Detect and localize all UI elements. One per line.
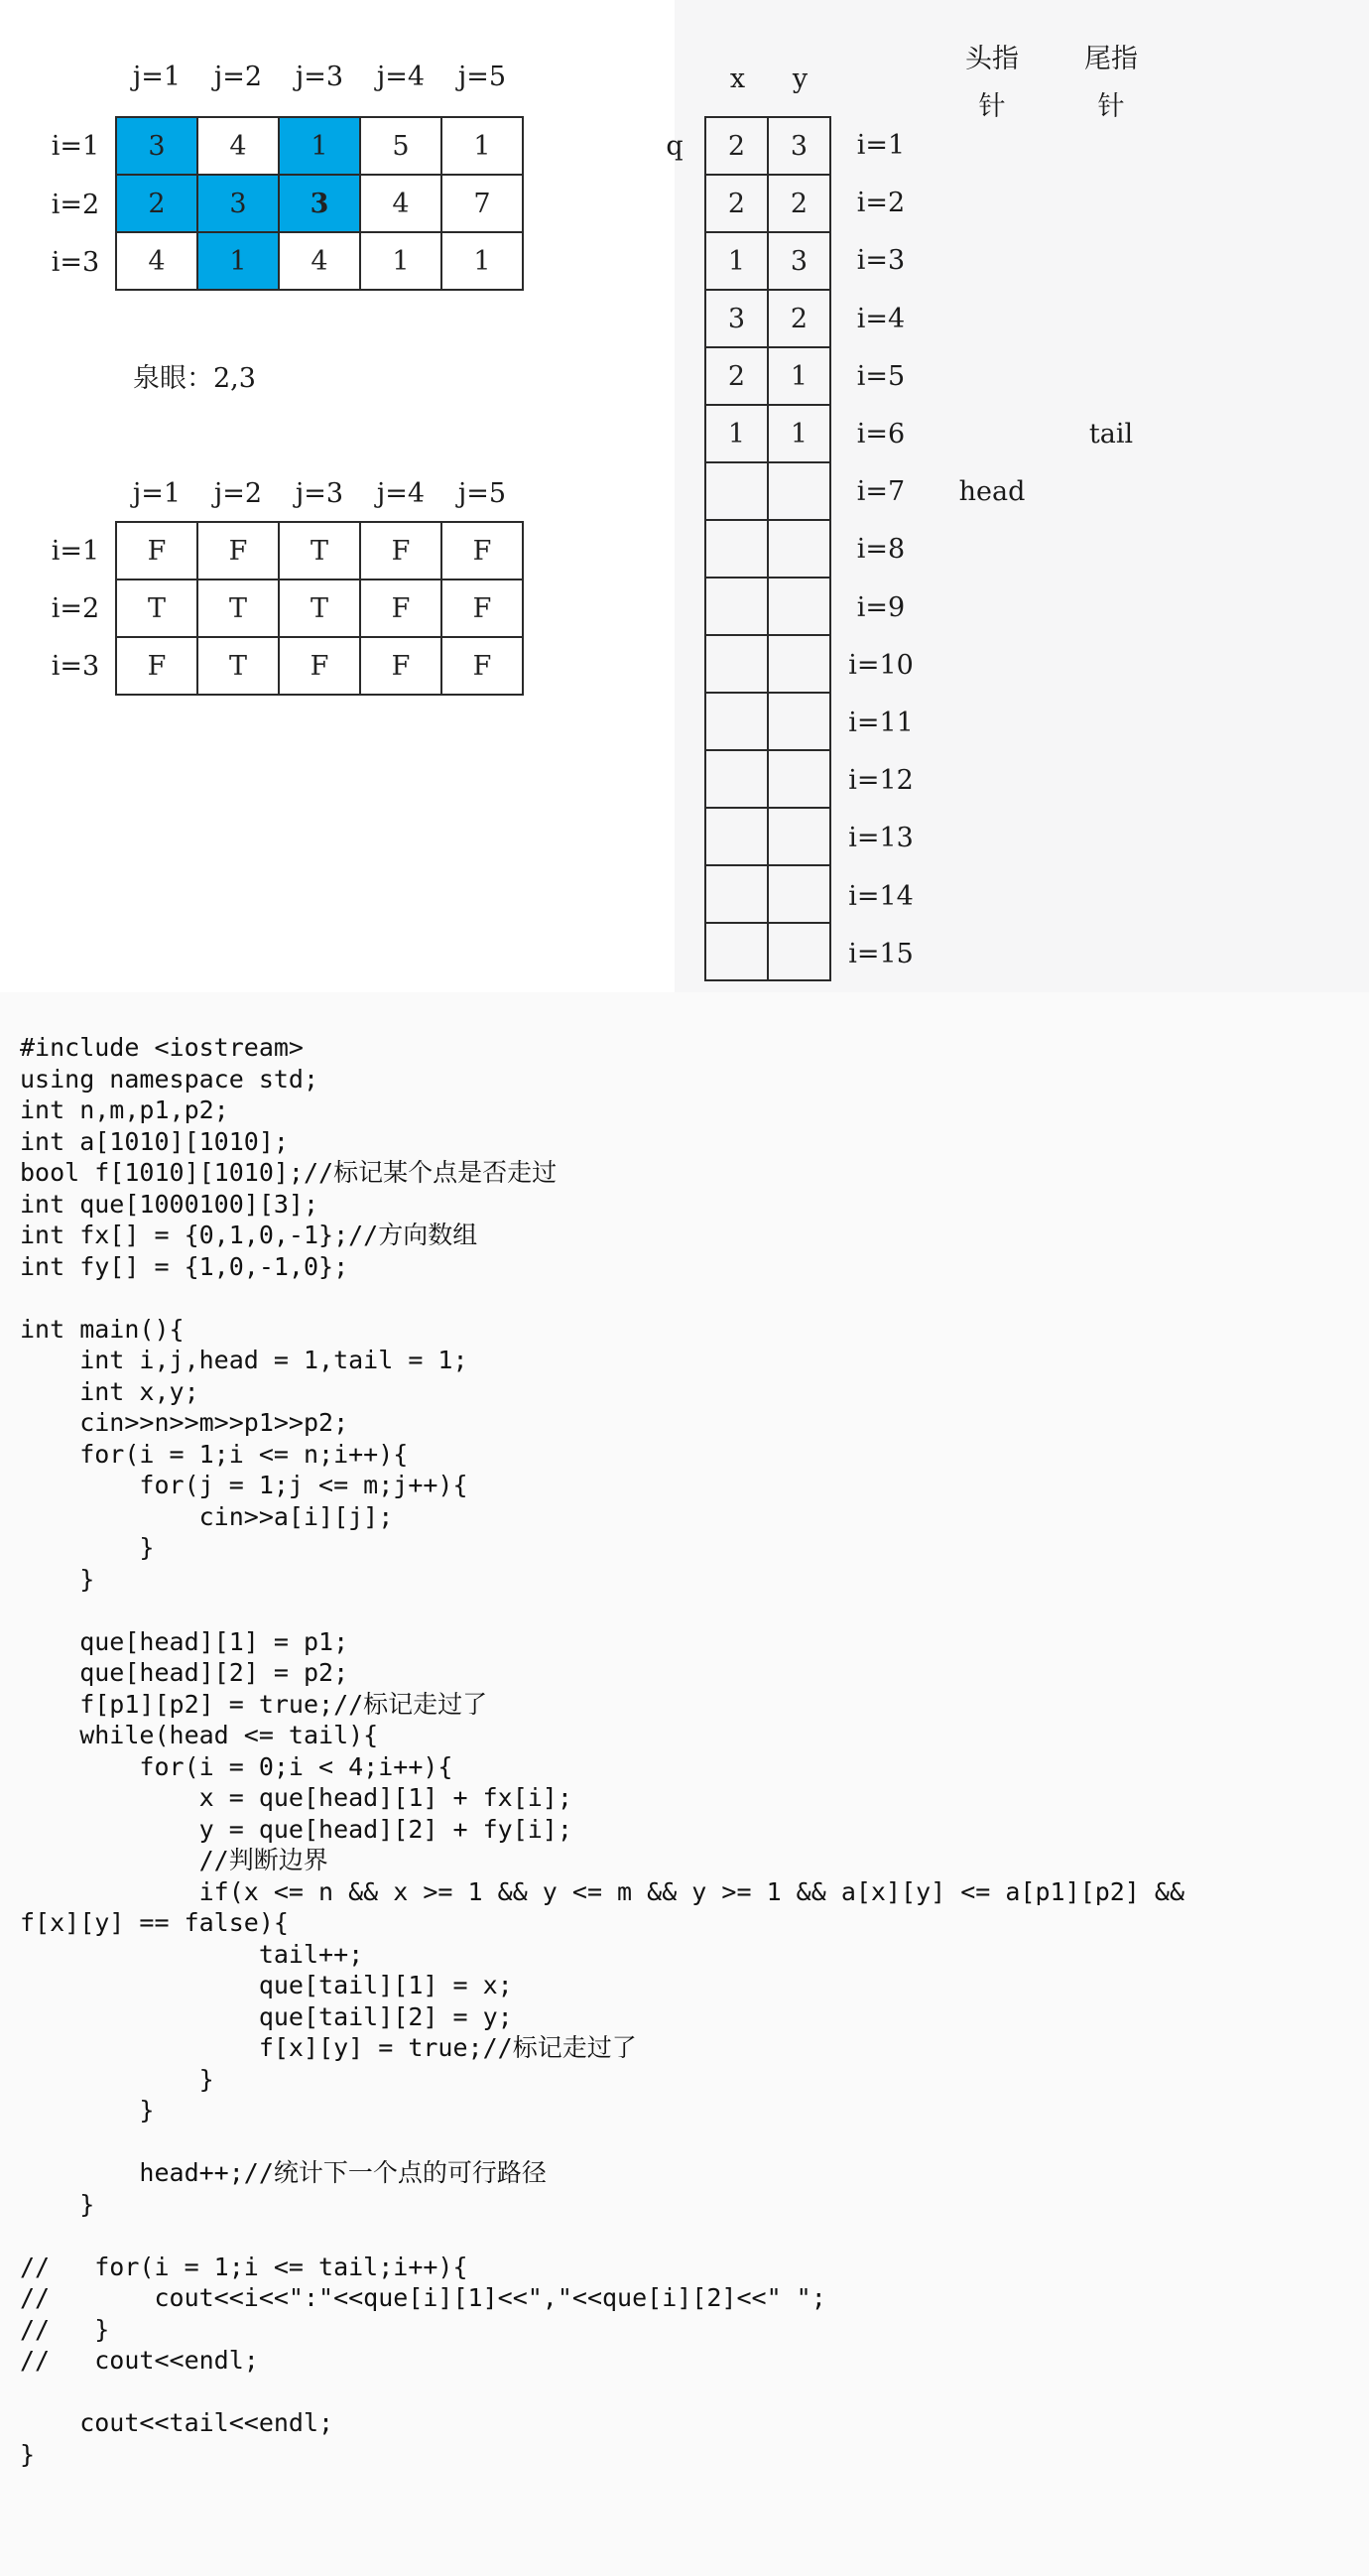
grid-f-row-header: i=3 <box>51 651 100 682</box>
queue-y-cell <box>768 750 830 808</box>
queue-row-label: i=4 <box>856 303 906 334</box>
queue-y-cell: 3 <box>768 232 830 290</box>
height-grid-row <box>116 117 523 175</box>
code-line: f[x][y] = true;//标记走过了 <box>20 2033 637 2062</box>
queue-y-cell <box>768 808 830 865</box>
queue-table <box>704 116 831 981</box>
code-line: int fy[] = {1,0,-1,0}; <box>20 1251 349 1281</box>
tail-marker: tail <box>1088 419 1134 450</box>
code-line: cin>>a[i][j]; <box>20 1501 394 1531</box>
queue-row <box>705 865 830 923</box>
grid-a-row-header: i=3 <box>51 247 100 278</box>
height-cell: 5 <box>360 117 441 175</box>
tail-header-line2: 针 <box>1097 91 1125 122</box>
code-line: int fx[] = {0,1,0,-1};//方向数组 <box>20 1221 478 1249</box>
visited-cell: F <box>360 637 441 695</box>
code-line: bool f[1010][1010];//标记某个点是否走过 <box>20 1158 558 1187</box>
queue-x-cell <box>705 865 768 923</box>
queue-row <box>705 808 830 865</box>
grid-a-col-header: j=4 <box>376 62 426 92</box>
queue-row <box>705 290 830 347</box>
code-line: que[tail][2] = y; <box>20 2001 513 2031</box>
height-grid-row <box>116 232 523 290</box>
height-cell: 3 <box>279 175 360 232</box>
code-line: int n,m,p1,p2; <box>20 1095 229 1124</box>
spring-label: 泉眼：2,3 <box>133 363 256 394</box>
queue-y-cell: 1 <box>768 347 830 405</box>
queue-row <box>705 462 830 520</box>
visited-cell: F <box>116 637 197 695</box>
grid-f-col-header: j=4 <box>376 478 426 509</box>
visited-cell: F <box>279 637 360 695</box>
code-line: cout<<tail<<endl; <box>20 2408 334 2437</box>
code-line: f[x][y] == false){ <box>20 1908 289 1937</box>
code-line: int i,j,head = 1,tail = 1; <box>20 1346 468 1374</box>
queue-col-header: y <box>792 64 809 94</box>
grid-f-col-header: j=1 <box>132 478 182 509</box>
code-line: cin>>n>>m>>p1>>p2; <box>20 1408 349 1437</box>
height-cell: 1 <box>441 232 523 290</box>
grid-f-col-header: j=5 <box>457 478 507 509</box>
queue-y-cell: 1 <box>768 405 830 462</box>
queue-x-cell: 2 <box>705 347 768 405</box>
queue-x-cell <box>705 520 768 578</box>
code-line: // } <box>20 2314 110 2344</box>
queue-y-cell <box>768 578 830 635</box>
queue-x-cell <box>705 750 768 808</box>
queue-name: q <box>666 131 684 162</box>
visited-cell: T <box>197 637 279 695</box>
visited-cell: T <box>197 580 279 637</box>
grid-a-row-header: i=1 <box>51 131 100 162</box>
queue-row-label: i=12 <box>848 765 914 797</box>
code-line: } <box>20 1533 155 1562</box>
visited-cell: F <box>197 522 279 580</box>
code-line: if(x <= n && x >= 1 && y <= m && y >= 1 && a[x][y] <= a[p1][p2] && <box>20 1876 1184 1906</box>
code-line: que[head][1] = p1; <box>20 1626 349 1656</box>
grid-f-col-header: j=2 <box>213 478 263 509</box>
queue-x-cell: 1 <box>705 405 768 462</box>
code-line: int main(){ <box>20 1314 185 1344</box>
queue-x-cell: 1 <box>705 232 768 290</box>
queue-row <box>705 635 830 693</box>
queue-row-label: i=15 <box>848 938 914 969</box>
code-line: } <box>20 2064 214 2094</box>
visited-cell: F <box>441 637 523 695</box>
code-line: // cout<<endl; <box>20 2346 259 2375</box>
queue-row-label: i=14 <box>848 880 914 912</box>
source-code <box>20 1032 1349 2470</box>
queue-row <box>705 232 830 290</box>
height-grid <box>115 116 524 291</box>
queue-row-label: i=1 <box>856 130 906 161</box>
visited-cell: F <box>441 522 523 580</box>
code-line: x = que[head][1] + fx[i]; <box>20 1783 572 1812</box>
height-cell: 4 <box>279 232 360 290</box>
queue-row-label: i=8 <box>856 534 906 566</box>
queue-row-label: i=9 <box>856 591 906 623</box>
height-cell: 1 <box>441 117 523 175</box>
queue-y-cell <box>768 520 830 578</box>
visited-cell: F <box>360 580 441 637</box>
visited-cell: F <box>116 522 197 580</box>
queue-y-cell <box>768 635 830 693</box>
queue-x-cell <box>705 693 768 750</box>
code-line: // cout<<i<<":"<<que[i][1]<<","<<que[i][2]<<" "; <box>20 2283 826 2312</box>
queue-row-label: i=6 <box>856 419 906 450</box>
queue-row-label: i=5 <box>856 360 906 392</box>
queue-row <box>705 347 830 405</box>
code-line: int que[1000100][3]; <box>20 1189 319 1219</box>
head-header-line2: 针 <box>978 91 1006 122</box>
visited-grid-body <box>116 522 523 695</box>
code-line: #include <iostream> <box>20 1033 304 1062</box>
queue-row <box>705 520 830 578</box>
height-grid-body <box>116 117 523 290</box>
queue-row <box>705 578 830 635</box>
queue-y-cell <box>768 865 830 923</box>
code-line <box>20 2220 1349 2252</box>
height-cell: 3 <box>197 175 279 232</box>
height-cell: 4 <box>116 232 197 290</box>
code-line: } <box>20 1564 95 1594</box>
visited-grid-row <box>116 580 523 637</box>
code-line: using namespace std; <box>20 1064 319 1094</box>
queue-col-header: x <box>729 64 746 94</box>
code-line: //判断边界 <box>20 1846 328 1874</box>
code-line: } <box>20 2189 95 2219</box>
height-grid-row <box>116 175 523 232</box>
height-cell: 1 <box>197 232 279 290</box>
queue-x-cell <box>705 578 768 635</box>
grid-a-col-header: j=2 <box>213 62 263 92</box>
code-line: int x,y; <box>20 1376 199 1406</box>
tail-header-line1: 尾指 <box>1084 44 1138 74</box>
code-line: for(i = 1;i <= n;i++){ <box>20 1439 409 1469</box>
queue-row <box>705 693 830 750</box>
grid-f-row-header: i=2 <box>51 593 100 624</box>
queue-x-cell <box>705 808 768 865</box>
queue-y-cell: 2 <box>768 175 830 232</box>
visited-cell: T <box>279 522 360 580</box>
code-line <box>20 2126 1349 2158</box>
code-line: } <box>20 2096 155 2125</box>
queue-row-label: i=11 <box>848 708 914 738</box>
height-cell: 1 <box>360 232 441 290</box>
code-line: tail++; <box>20 1939 364 1969</box>
tail-pointer-header <box>1061 36 1161 131</box>
code-line <box>20 2377 1349 2408</box>
code-line: int a[1010][1010]; <box>20 1126 289 1156</box>
head-marker: head <box>958 476 1026 508</box>
queue-x-cell: 3 <box>705 290 768 347</box>
height-cell: 4 <box>360 175 441 232</box>
height-cell: 2 <box>116 175 197 232</box>
queue-x-cell <box>705 923 768 980</box>
height-cell: 4 <box>197 117 279 175</box>
code-line: y = que[head][2] + fy[i]; <box>20 1814 572 1844</box>
visited-grid-row <box>116 637 523 695</box>
queue-row <box>705 175 830 232</box>
code-line: // for(i = 1;i <= tail;i++){ <box>20 2252 468 2281</box>
code-line: while(head <= tail){ <box>20 1721 379 1749</box>
grid-a-col-header: j=3 <box>295 62 344 92</box>
queue-row <box>705 117 830 175</box>
visited-grid-row <box>116 522 523 580</box>
head-header-line1: 头指 <box>965 44 1019 74</box>
visited-grid <box>115 521 524 696</box>
visited-cell: T <box>116 580 197 637</box>
queue-row-label: i=10 <box>848 649 914 681</box>
queue-row-label: i=13 <box>848 823 914 854</box>
queue-y-cell <box>768 923 830 980</box>
visited-cell: T <box>279 580 360 637</box>
queue-row <box>705 750 830 808</box>
code-line: for(i = 0;i < 4;i++){ <box>20 1751 453 1781</box>
code-line: } <box>20 2439 36 2469</box>
grid-a-col-header: j=5 <box>457 62 507 92</box>
queue-row-label: i=2 <box>856 188 906 219</box>
queue-row <box>705 923 830 980</box>
visited-cell: F <box>441 580 523 637</box>
height-cell: 1 <box>279 117 360 175</box>
queue-row-label: i=7 <box>856 476 906 508</box>
code-line: head++;//统计下一个点的可行路径 <box>20 2158 547 2187</box>
queue-x-cell <box>705 635 768 693</box>
visited-cell: F <box>360 522 441 580</box>
queue-y-cell <box>768 693 830 750</box>
queue-row-label: i=3 <box>856 245 906 277</box>
height-cell: 3 <box>116 117 197 175</box>
queue-table-body <box>705 117 830 980</box>
code-line: que[tail][1] = x; <box>20 1971 513 1999</box>
queue-x-cell <box>705 462 768 520</box>
grid-a-row-header: i=2 <box>51 190 100 220</box>
queue-row <box>705 405 830 462</box>
code-line: f[p1][p2] = true;//标记走过了 <box>20 1689 488 1719</box>
grid-f-row-header: i=1 <box>51 536 100 567</box>
queue-y-cell: 3 <box>768 117 830 175</box>
queue-x-cell: 2 <box>705 117 768 175</box>
head-pointer-header <box>942 36 1042 131</box>
grid-a-col-header: j=1 <box>132 62 182 92</box>
code-line <box>20 1595 1349 1626</box>
queue-x-cell: 2 <box>705 175 768 232</box>
code-line: que[head][2] = p2; <box>20 1658 349 1687</box>
grid-f-col-header: j=3 <box>295 478 344 509</box>
height-cell: 7 <box>441 175 523 232</box>
code-line <box>20 1282 1349 1314</box>
queue-y-cell: 2 <box>768 290 830 347</box>
queue-y-cell <box>768 462 830 520</box>
code-line: for(j = 1;j <= m;j++){ <box>20 1471 468 1499</box>
